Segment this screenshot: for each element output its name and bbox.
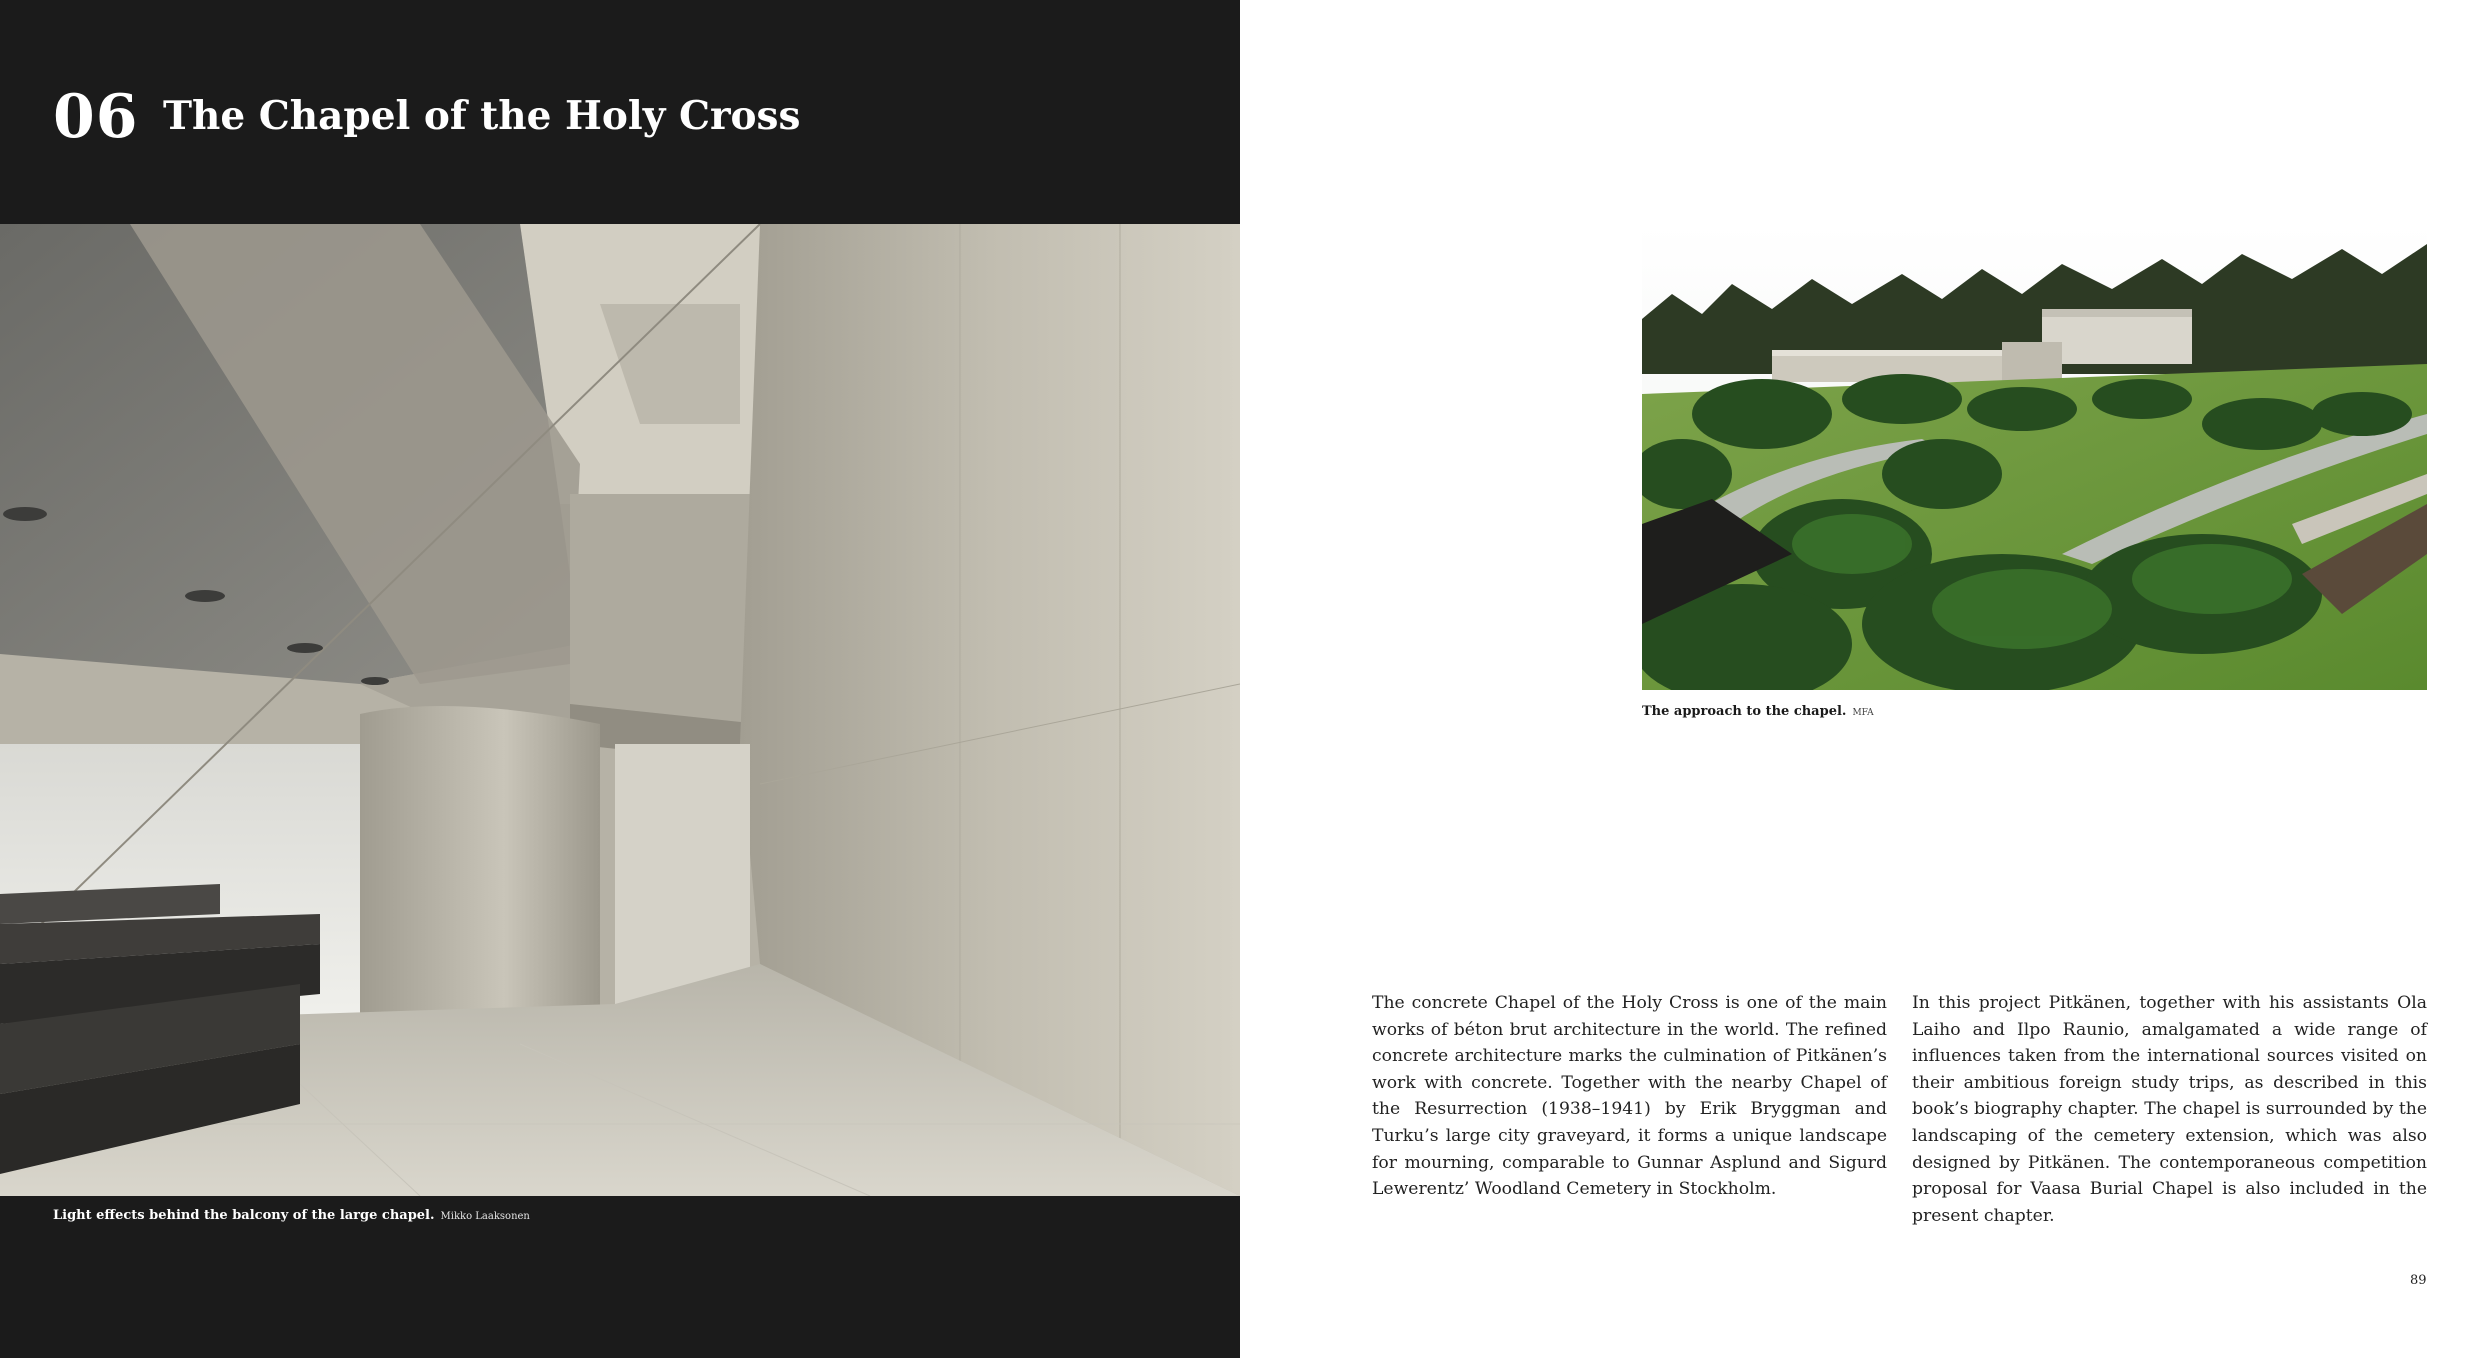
left-photo-caption bbox=[53, 1208, 530, 1223]
right-photo-credit: MFA bbox=[1852, 708, 1874, 718]
body-text-column-1: The concrete Chapel of the Holy Cross is one of the main works of béton brut architecture in the world. The refined concrete architecture marks the culmination of Pitkänen’s work with concrete. Together with the nearby Chapel of the Resurrection (1938–1941) by Erik Bryggman and Turku’s large city graveyard, it forms a unique landscape for mourning, comparable to Gunnar Asplund and Sigurd Lewerentz’ Woodland Cemetery in Stockholm. bbox=[1372, 993, 1887, 1200]
right-page bbox=[1240, 0, 2480, 1358]
right-photo-caption bbox=[1642, 704, 1874, 719]
body-text-column-2: In this project Pitkänen, together with his assistants Ola Laiho and Ilpo Raunio, amalgamated a wide range of influences taken from the international sources visited on their ambitious foreign study trips, as described in this book’s biography chapter. The chapel is surrounded by the landscaping of the cemetery extension, which was also designed by Pitkänen. The contemporaneous competition proposal for Vaasa Burial Chapel is also included in the present chapter. bbox=[1912, 993, 2427, 1226]
chapel-landscape-photo bbox=[1642, 224, 2427, 690]
left-photo-credit: Mikko Laaksonen bbox=[440, 1211, 530, 1222]
left-caption-text: Light effects behind the balcony of the large chapel. bbox=[53, 1208, 435, 1223]
right-caption-text: The approach to the chapel. bbox=[1642, 704, 1847, 719]
chapter-number: 06 bbox=[53, 82, 139, 152]
page-number: 89 bbox=[2410, 1273, 2427, 1288]
chapel-interior-photo bbox=[0, 224, 1240, 1196]
chapter-title: The Chapel of the Holy Cross bbox=[163, 93, 801, 139]
